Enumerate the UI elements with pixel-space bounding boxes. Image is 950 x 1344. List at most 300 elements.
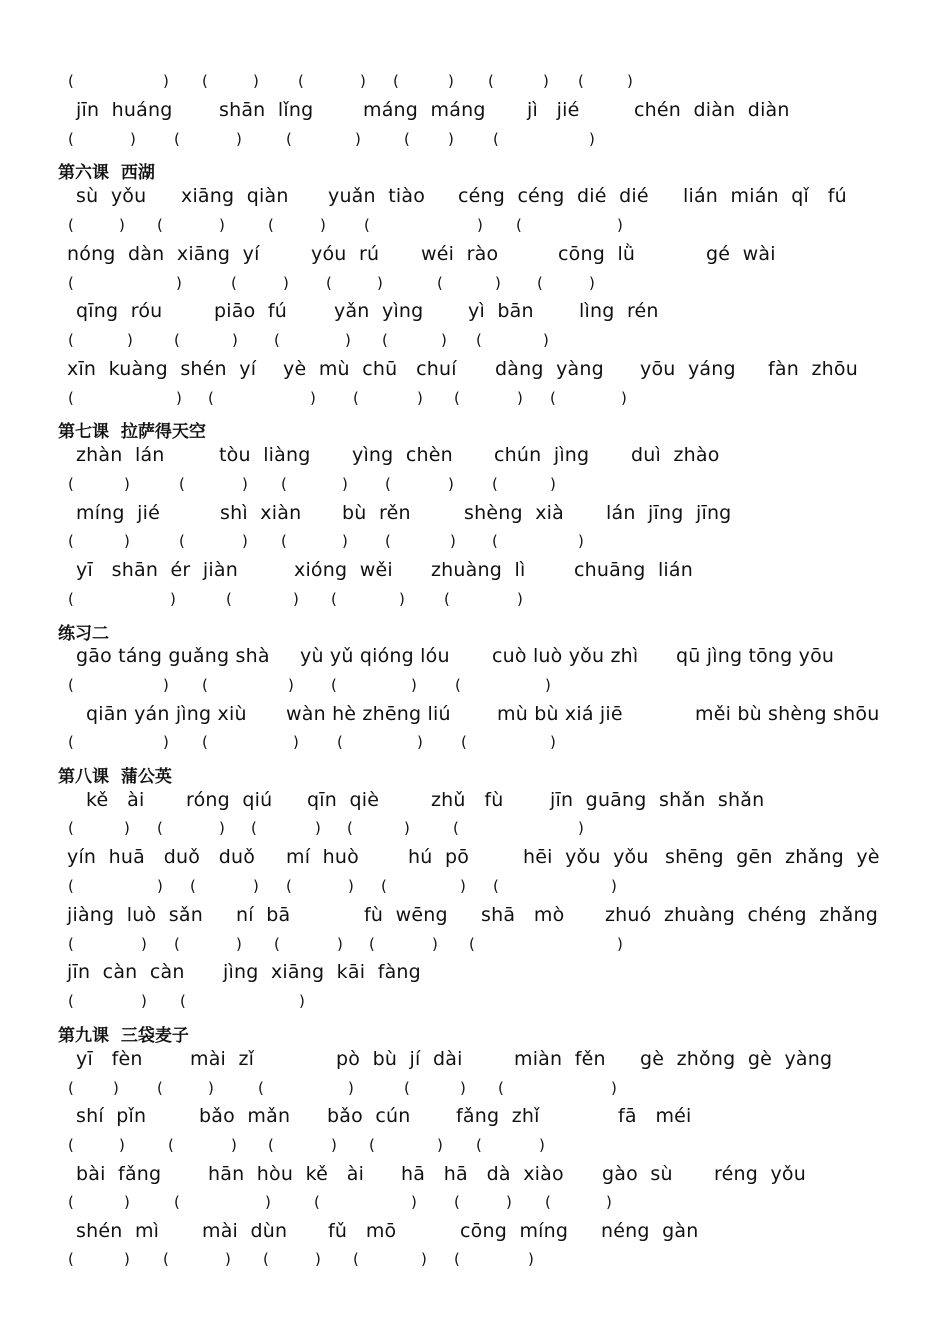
section-heading-line bbox=[0, 619, 950, 643]
answer-paren: ) bbox=[242, 532, 248, 550]
pinyin-word: bài fǎng bbox=[76, 1163, 162, 1185]
answer-paren: ( bbox=[488, 72, 494, 90]
answer-paren: ) bbox=[176, 274, 182, 292]
answer-paren: ( bbox=[168, 1136, 174, 1154]
answer-paren: ) bbox=[355, 130, 361, 148]
answer-paren: ) bbox=[124, 819, 130, 837]
answer-paren: ( bbox=[281, 475, 287, 493]
pinyin-word: chén diàn diàn bbox=[634, 99, 790, 121]
answer-paren: ) bbox=[163, 733, 169, 751]
answer-paren: ) bbox=[460, 1079, 466, 1097]
section-title: 第八课 蒲公英 bbox=[58, 767, 172, 787]
pinyin-word: zhuó zhuàng chéng zhǎng bbox=[605, 904, 878, 926]
pinyin-word: yè mù chū chuí bbox=[283, 358, 457, 380]
answer-paren: ) bbox=[236, 130, 242, 148]
pinyin-word: mù bù xiá jiē bbox=[497, 703, 623, 725]
answer-paren: ( bbox=[274, 935, 280, 953]
pinyin-word: fàn zhōu bbox=[768, 358, 858, 380]
pinyin-word: chún jìng bbox=[494, 444, 590, 466]
answer-paren: ) bbox=[219, 216, 225, 234]
answer-paren: ) bbox=[242, 475, 248, 493]
answer-paren: ) bbox=[611, 1079, 617, 1097]
pinyin-word: qiān yán jìng xiù bbox=[86, 703, 247, 725]
pinyin-line bbox=[0, 1220, 950, 1244]
answer-paren: ) bbox=[127, 331, 133, 349]
answer-paren: ) bbox=[506, 1193, 512, 1211]
answer-blank-line bbox=[0, 1136, 950, 1160]
answer-paren: ) bbox=[617, 216, 623, 234]
pinyin-word: néng gàn bbox=[601, 1220, 699, 1242]
answer-paren: ( bbox=[498, 1079, 504, 1097]
answer-paren: ) bbox=[315, 1250, 321, 1268]
pinyin-word: piāo fú bbox=[214, 300, 288, 322]
answer-paren: ) bbox=[337, 935, 343, 953]
pinyin-word: tòu liàng bbox=[219, 444, 311, 466]
pinyin-line bbox=[0, 904, 950, 928]
answer-paren: ( bbox=[68, 1193, 74, 1211]
answer-paren: ) bbox=[265, 1193, 271, 1211]
answer-paren: ) bbox=[299, 992, 305, 1010]
answer-blank-line bbox=[0, 1193, 950, 1217]
pinyin-word: máng máng bbox=[363, 99, 486, 121]
answer-paren: ( bbox=[550, 389, 556, 407]
pinyin-word: wéi rào bbox=[421, 243, 499, 265]
pinyin-word: xīn kuàng shén yí bbox=[67, 358, 257, 380]
answer-paren: ( bbox=[298, 72, 304, 90]
answer-paren: ) bbox=[495, 274, 501, 292]
answer-blank-line bbox=[0, 1250, 950, 1274]
answer-blank-line bbox=[0, 72, 950, 96]
pinyin-word: fù wēng bbox=[364, 904, 448, 926]
pinyin-word: jìng xiāng kāi fàng bbox=[223, 961, 421, 983]
pinyin-word: jiàng luò sǎn bbox=[67, 904, 203, 926]
answer-paren: ( bbox=[382, 331, 388, 349]
pinyin-word: yín huā duǒ duǒ bbox=[67, 846, 256, 868]
answer-paren: ( bbox=[226, 590, 232, 608]
pinyin-word: duì zhào bbox=[631, 444, 720, 466]
pinyin-word: yì bān bbox=[468, 300, 534, 322]
pinyin-word: mài zǐ bbox=[190, 1048, 255, 1070]
pinyin-word: bǎo cún bbox=[327, 1105, 411, 1127]
pinyin-word: bù rěn bbox=[342, 502, 411, 524]
answer-paren: ) bbox=[310, 389, 316, 407]
answer-paren: ( bbox=[163, 1250, 169, 1268]
answer-paren: ) bbox=[377, 274, 383, 292]
pinyin-word: hú pō bbox=[408, 846, 470, 868]
answer-paren: ( bbox=[174, 130, 180, 148]
answer-paren: ( bbox=[68, 274, 74, 292]
pinyin-word: lán jīng jīng bbox=[606, 502, 732, 524]
answer-paren: ) bbox=[253, 72, 259, 90]
answer-paren: ) bbox=[342, 475, 348, 493]
pinyin-line bbox=[0, 502, 950, 526]
pinyin-word: shèng xià bbox=[464, 502, 564, 524]
answer-paren: ( bbox=[455, 676, 461, 694]
answer-paren: ) bbox=[517, 590, 523, 608]
answer-paren: ) bbox=[315, 819, 321, 837]
answer-paren: ( bbox=[180, 992, 186, 1010]
answer-paren: ( bbox=[537, 274, 543, 292]
answer-paren: ) bbox=[283, 274, 289, 292]
pinyin-word: hā hā dà xiào bbox=[401, 1163, 564, 1185]
answer-paren: ) bbox=[232, 331, 238, 349]
answer-paren: ( bbox=[493, 877, 499, 895]
answer-paren: ) bbox=[293, 590, 299, 608]
answer-paren: ) bbox=[421, 1250, 427, 1268]
answer-paren: ) bbox=[225, 1250, 231, 1268]
answer-paren: ( bbox=[492, 532, 498, 550]
answer-paren: ( bbox=[268, 1136, 274, 1154]
answer-paren: ( bbox=[68, 216, 74, 234]
answer-paren: ) bbox=[539, 1136, 545, 1154]
answer-paren: ( bbox=[68, 819, 74, 837]
pinyin-word: xióng wěi bbox=[294, 559, 393, 581]
answer-paren: ) bbox=[360, 72, 366, 90]
answer-paren: ) bbox=[141, 935, 147, 953]
answer-paren: ( bbox=[404, 130, 410, 148]
answer-paren: ( bbox=[437, 274, 443, 292]
pinyin-word: hēi yǒu yǒu bbox=[523, 846, 649, 868]
section-title: 练习二 bbox=[58, 624, 109, 644]
answer-paren: ) bbox=[293, 733, 299, 751]
answer-paren: ( bbox=[331, 676, 337, 694]
answer-paren: ) bbox=[550, 733, 556, 751]
answer-paren: ) bbox=[589, 130, 595, 148]
pinyin-word: shān lǐng bbox=[219, 99, 314, 121]
answer-blank-line bbox=[0, 590, 950, 614]
answer-paren: ) bbox=[399, 590, 405, 608]
answer-paren: ) bbox=[342, 532, 348, 550]
pinyin-word: lián mián qǐ fú bbox=[683, 185, 847, 207]
answer-paren: ) bbox=[611, 877, 617, 895]
answer-paren: ( bbox=[286, 130, 292, 148]
pinyin-line bbox=[0, 559, 950, 583]
answer-paren: ( bbox=[68, 72, 74, 90]
answer-paren: ( bbox=[476, 331, 482, 349]
answer-paren: ) bbox=[543, 72, 549, 90]
answer-paren: ( bbox=[453, 819, 459, 837]
answer-paren: ( bbox=[281, 532, 287, 550]
pinyin-line bbox=[0, 1048, 950, 1072]
pinyin-word: cōng míng bbox=[460, 1220, 569, 1242]
pinyin-line bbox=[0, 789, 950, 813]
answer-paren: ( bbox=[174, 935, 180, 953]
answer-paren: ) bbox=[163, 676, 169, 694]
answer-paren: ) bbox=[477, 216, 483, 234]
pinyin-line bbox=[0, 358, 950, 382]
section-heading-line bbox=[0, 417, 950, 441]
answer-blank-line bbox=[0, 992, 950, 1016]
answer-paren: ) bbox=[589, 274, 595, 292]
pinyin-word: lìng rén bbox=[579, 300, 659, 322]
answer-paren: ) bbox=[331, 1136, 337, 1154]
pinyin-word: shā mò bbox=[481, 904, 565, 926]
answer-blank-line bbox=[0, 733, 950, 757]
answer-paren: ) bbox=[288, 676, 294, 694]
pinyin-word: zhuàng lì bbox=[431, 559, 526, 581]
pinyin-word: fǔ mō bbox=[328, 1220, 397, 1242]
pinyin-word: bǎo mǎn bbox=[199, 1105, 291, 1127]
pinyin-word: cōng lǜ bbox=[558, 243, 636, 265]
answer-paren: ) bbox=[119, 216, 125, 234]
answer-blank-line bbox=[0, 216, 950, 240]
answer-paren: ( bbox=[68, 389, 74, 407]
pinyin-word: qīng róu bbox=[76, 300, 163, 322]
answer-paren: ) bbox=[528, 1250, 534, 1268]
answer-paren: ( bbox=[68, 475, 74, 493]
answer-paren: ) bbox=[141, 992, 147, 1010]
answer-paren: ( bbox=[268, 216, 274, 234]
answer-paren: ) bbox=[208, 1079, 214, 1097]
answer-paren: ) bbox=[157, 877, 163, 895]
answer-paren: ) bbox=[411, 1193, 417, 1211]
pinyin-word: fǎng zhǐ bbox=[456, 1105, 540, 1127]
pinyin-line bbox=[0, 99, 950, 123]
pinyin-line bbox=[0, 645, 950, 669]
pinyin-word: yī shān ér jiàn bbox=[76, 559, 238, 581]
answer-blank-line bbox=[0, 475, 950, 499]
section-title: 第六课 西湖 bbox=[58, 163, 155, 183]
answer-paren: ) bbox=[219, 819, 225, 837]
pinyin-word: yù yǔ qióng lóu bbox=[300, 645, 450, 667]
answer-paren: ) bbox=[320, 216, 326, 234]
answer-blank-line bbox=[0, 532, 950, 556]
answer-blank-line bbox=[0, 274, 950, 298]
answer-paren: ( bbox=[157, 216, 163, 234]
answer-paren: ( bbox=[353, 1250, 359, 1268]
answer-paren: ( bbox=[251, 819, 257, 837]
pinyin-word: réng yǒu bbox=[714, 1163, 806, 1185]
pinyin-word: jīn huáng bbox=[76, 99, 173, 121]
pinyin-word: shén mì bbox=[76, 1220, 160, 1242]
answer-paren: ) bbox=[176, 389, 182, 407]
answer-paren: ( bbox=[353, 389, 359, 407]
answer-paren: ( bbox=[68, 992, 74, 1010]
answer-paren: ) bbox=[437, 1136, 443, 1154]
answer-paren: ( bbox=[68, 590, 74, 608]
pinyin-line bbox=[0, 185, 950, 209]
answer-paren: ) bbox=[417, 389, 423, 407]
pinyin-word: shì xiàn bbox=[220, 502, 302, 524]
section-heading-line bbox=[0, 762, 950, 786]
answer-paren: ) bbox=[578, 532, 584, 550]
pinyin-word: yóu rú bbox=[311, 243, 380, 265]
answer-blank-line bbox=[0, 331, 950, 355]
pinyin-word: shí pǐn bbox=[76, 1105, 147, 1127]
answer-paren: ( bbox=[369, 1136, 375, 1154]
answer-paren: ( bbox=[444, 590, 450, 608]
pinyin-word: chuāng lián bbox=[574, 559, 693, 581]
pinyin-word: xiāng qiàn bbox=[181, 185, 289, 207]
pinyin-word: fā méi bbox=[618, 1105, 692, 1127]
answer-paren: ) bbox=[130, 130, 136, 148]
answer-paren: ) bbox=[124, 1250, 130, 1268]
answer-blank-line bbox=[0, 1079, 950, 1103]
answer-paren: ) bbox=[517, 389, 523, 407]
pinyin-word: pò bù jí dài bbox=[336, 1048, 463, 1070]
answer-paren: ) bbox=[627, 72, 633, 90]
pinyin-word: miàn fěn bbox=[514, 1048, 606, 1070]
answer-paren: ( bbox=[337, 733, 343, 751]
answer-paren: ) bbox=[432, 935, 438, 953]
answer-paren: ) bbox=[124, 475, 130, 493]
pinyin-word: yōu yáng bbox=[640, 358, 736, 380]
pinyin-word: dàng yàng bbox=[495, 358, 604, 380]
answer-paren: ) bbox=[543, 331, 549, 349]
pinyin-word: gào sù bbox=[602, 1163, 673, 1185]
answer-paren: ( bbox=[68, 1250, 74, 1268]
answer-paren: ( bbox=[174, 331, 180, 349]
answer-paren: ( bbox=[347, 819, 353, 837]
answer-paren: ) bbox=[550, 475, 556, 493]
pinyin-word: zhǔ fù bbox=[431, 789, 504, 811]
answer-paren: ( bbox=[461, 733, 467, 751]
answer-paren: ( bbox=[369, 935, 375, 953]
pinyin-word: jīn guāng shǎn shǎn bbox=[550, 789, 765, 811]
answer-paren: ( bbox=[157, 819, 163, 837]
pinyin-line bbox=[0, 1105, 950, 1129]
answer-paren: ( bbox=[493, 130, 499, 148]
pinyin-word: shēng gēn zhǎng yè bbox=[665, 846, 880, 868]
section-heading-line bbox=[0, 158, 950, 182]
answer-paren: ) bbox=[606, 1193, 612, 1211]
pinyin-word: yìng chèn bbox=[352, 444, 453, 466]
answer-paren: ( bbox=[469, 935, 475, 953]
pinyin-line bbox=[0, 243, 950, 267]
answer-paren: ( bbox=[492, 475, 498, 493]
pinyin-word: yuǎn tiào bbox=[328, 185, 426, 207]
answer-paren: ( bbox=[476, 1136, 482, 1154]
answer-paren: ) bbox=[404, 819, 410, 837]
answer-paren: ( bbox=[454, 1250, 460, 1268]
pinyin-line bbox=[0, 300, 950, 324]
pinyin-line bbox=[0, 703, 950, 727]
answer-paren: ( bbox=[68, 1136, 74, 1154]
pinyin-word: wàn hè zhēng liú bbox=[286, 703, 451, 725]
answer-paren: ( bbox=[231, 274, 237, 292]
answer-paren: ( bbox=[545, 1193, 551, 1211]
answer-paren: ) bbox=[448, 475, 454, 493]
pinyin-word: qū jìng tōng yōu bbox=[676, 645, 835, 667]
answer-paren: ( bbox=[68, 532, 74, 550]
answer-paren: ( bbox=[179, 532, 185, 550]
answer-paren: ( bbox=[68, 1079, 74, 1097]
answer-paren: ( bbox=[454, 1193, 460, 1211]
answer-paren: ( bbox=[404, 1079, 410, 1097]
pinyin-word: yī fèn bbox=[76, 1048, 143, 1070]
answer-paren: ) bbox=[460, 877, 466, 895]
answer-paren: ( bbox=[578, 72, 584, 90]
answer-paren: ) bbox=[113, 1079, 119, 1097]
answer-paren: ( bbox=[454, 389, 460, 407]
answer-blank-line bbox=[0, 877, 950, 901]
pinyin-word: kě ài bbox=[86, 789, 145, 811]
answer-blank-line bbox=[0, 130, 950, 154]
answer-paren: ) bbox=[163, 72, 169, 90]
pinyin-word: cuò luò yǒu zhì bbox=[492, 645, 639, 667]
answer-paren: ( bbox=[68, 676, 74, 694]
answer-paren: ) bbox=[119, 1136, 125, 1154]
pinyin-word: céng céng dié dié bbox=[458, 185, 649, 207]
pinyin-line bbox=[0, 444, 950, 468]
answer-paren: ) bbox=[345, 331, 351, 349]
answer-paren: ( bbox=[68, 877, 74, 895]
answer-paren: ) bbox=[448, 72, 454, 90]
answer-blank-line bbox=[0, 819, 950, 843]
pinyin-word: róng qiú bbox=[186, 789, 273, 811]
answer-paren: ) bbox=[621, 389, 627, 407]
answer-paren: ( bbox=[263, 1250, 269, 1268]
answer-paren: ( bbox=[202, 72, 208, 90]
answer-paren: ( bbox=[68, 733, 74, 751]
answer-paren: ( bbox=[274, 331, 280, 349]
pinyin-word: měi bù shèng shōu bbox=[695, 703, 880, 725]
answer-paren: ( bbox=[68, 935, 74, 953]
answer-paren: ( bbox=[364, 216, 370, 234]
section-title: 第九课 三袋麦子 bbox=[58, 1026, 189, 1046]
answer-paren: ) bbox=[448, 130, 454, 148]
answer-blank-line bbox=[0, 389, 950, 413]
answer-paren: ) bbox=[417, 733, 423, 751]
answer-paren: ( bbox=[331, 590, 337, 608]
answer-paren: ( bbox=[385, 475, 391, 493]
pinyin-word: nóng dàn xiāng yí bbox=[67, 243, 260, 265]
answer-paren: ( bbox=[174, 1193, 180, 1211]
answer-paren: ( bbox=[516, 216, 522, 234]
pinyin-word: gè zhǒng gè yàng bbox=[640, 1048, 833, 1070]
answer-blank-line bbox=[0, 676, 950, 700]
pinyin-word: mí huò bbox=[286, 846, 359, 868]
answer-paren: ) bbox=[411, 676, 417, 694]
answer-paren: ( bbox=[258, 1079, 264, 1097]
answer-paren: ( bbox=[314, 1193, 320, 1211]
pinyin-line bbox=[0, 846, 950, 870]
pinyin-line bbox=[0, 961, 950, 985]
pinyin-word: jì jié bbox=[527, 99, 580, 121]
pinyin-word: jīn càn càn bbox=[67, 961, 185, 983]
answer-paren: ) bbox=[348, 877, 354, 895]
answer-paren: ) bbox=[170, 590, 176, 608]
answer-paren: ( bbox=[208, 389, 214, 407]
pinyin-word: zhàn lán bbox=[76, 444, 165, 466]
pinyin-word: gāo táng guǎng shà bbox=[76, 645, 270, 667]
answer-paren: ) bbox=[236, 935, 242, 953]
pinyin-word: yǎn yìng bbox=[334, 300, 424, 322]
answer-paren: ( bbox=[179, 475, 185, 493]
answer-blank-line bbox=[0, 935, 950, 959]
answer-paren: ) bbox=[450, 532, 456, 550]
pinyin-line bbox=[0, 1163, 950, 1187]
answer-paren: ( bbox=[326, 274, 332, 292]
answer-paren: ( bbox=[202, 733, 208, 751]
answer-paren: ( bbox=[190, 877, 196, 895]
answer-paren: ( bbox=[286, 877, 292, 895]
pinyin-word: sù yǒu bbox=[76, 185, 147, 207]
pinyin-word: qīn qiè bbox=[307, 789, 380, 811]
pinyin-word: hān hòu kě ài bbox=[208, 1163, 365, 1185]
answer-paren: ) bbox=[124, 532, 130, 550]
answer-paren: ( bbox=[157, 1079, 163, 1097]
answer-paren: ) bbox=[348, 1079, 354, 1097]
pinyin-word: ní bā bbox=[236, 904, 291, 926]
answer-paren: ) bbox=[124, 1193, 130, 1211]
answer-paren: ) bbox=[253, 877, 259, 895]
answer-paren: ( bbox=[202, 676, 208, 694]
answer-paren: ) bbox=[578, 819, 584, 837]
answer-paren: ( bbox=[381, 877, 387, 895]
answer-paren: ( bbox=[385, 532, 391, 550]
section-heading-line bbox=[0, 1021, 950, 1045]
